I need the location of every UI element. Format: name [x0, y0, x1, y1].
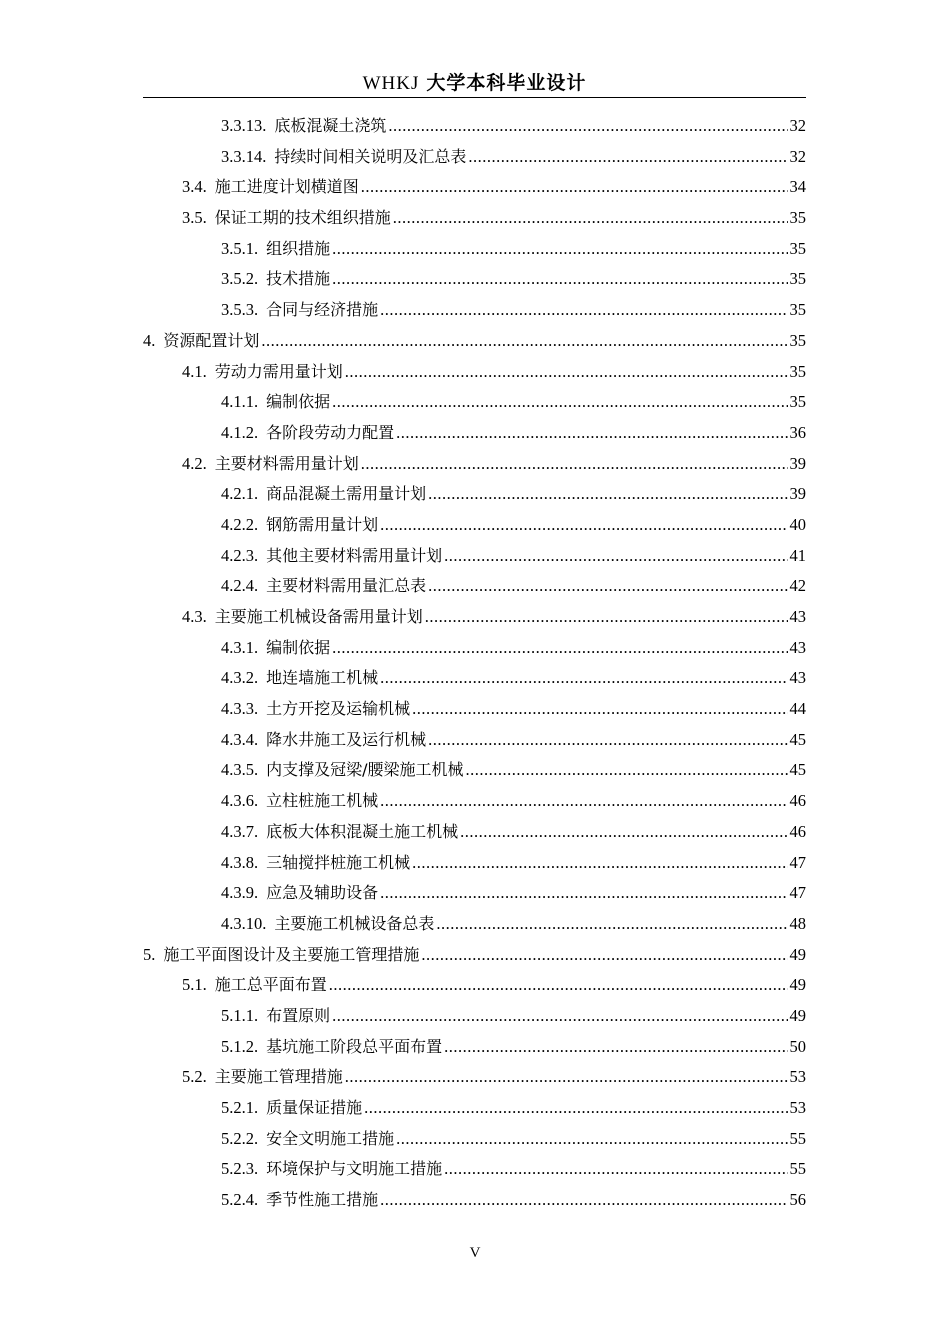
toc-entry-number: 5.1.2. — [221, 1036, 259, 1056]
toc-dot-leader — [393, 208, 788, 228]
toc-entry[interactable] — [143, 1003, 806, 1034]
toc-dot-leader — [332, 1006, 787, 1026]
toc-entry-number: 5. — [143, 944, 156, 964]
toc-entry-page: 35 — [789, 238, 806, 258]
toc-entry-title: 其他主要材料需用量计划 — [266, 545, 443, 565]
toc-entry-title: 土方开挖及运输机械 — [266, 699, 411, 719]
toc-entry-page: 35 — [789, 300, 806, 320]
toc-entry[interactable] — [143, 236, 806, 267]
toc-entry-number: 4.3.3. — [221, 699, 259, 719]
toc-entry-page: 55 — [789, 1159, 806, 1179]
toc-entry-title: 季节性施工措施 — [266, 1190, 379, 1210]
toc-entry-page: 43 — [789, 668, 806, 688]
toc-entry[interactable] — [143, 757, 806, 788]
toc-entry-number: 3.5. — [182, 208, 207, 228]
header-latin: WHKJ — [362, 73, 420, 94]
toc-entry-number: 4.3.5. — [221, 760, 259, 780]
toc-entry-number: 4.3.7. — [221, 821, 259, 841]
toc-entry-number: 4.3.10. — [221, 913, 267, 933]
toc-entry-title: 资源配置计划 — [163, 330, 260, 350]
toc-dot-leader — [380, 668, 787, 688]
toc-entry-title: 底板大体积混凝土施工机械 — [266, 821, 459, 841]
toc-entry[interactable] — [143, 451, 806, 482]
toc-entry-page: 50 — [789, 1036, 806, 1056]
toc-dot-leader — [468, 147, 787, 167]
toc-entry-number: 4.2.1. — [221, 484, 259, 504]
toc-entry[interactable] — [143, 1156, 806, 1187]
toc-entry-title: 持续时间相关说明及汇总表 — [274, 146, 467, 166]
toc-dot-leader — [388, 116, 787, 136]
toc-dot-leader — [380, 515, 787, 535]
toc-entry-page: 43 — [789, 607, 806, 626]
toc-entry[interactable] — [143, 266, 806, 297]
toc-dot-leader — [332, 269, 787, 289]
toc-entry-number: 5.1. — [182, 975, 207, 995]
toc-dot-leader — [332, 392, 787, 412]
toc-entry-title: 施工总平面布置 — [214, 975, 327, 995]
toc-entry[interactable] — [143, 205, 806, 236]
toc-entry-title: 基坑施工阶段总平面布置 — [266, 1036, 443, 1056]
toc-entry-title: 立柱桩施工机械 — [266, 791, 379, 811]
toc-entry-title: 商品混凝土需用量计划 — [266, 484, 427, 504]
toc-entry-number: 4. — [143, 330, 156, 350]
page-header — [143, 70, 806, 97]
toc-entry-number: 5.2.3. — [221, 1159, 259, 1179]
toc-entry-number: 5.2. — [182, 1067, 207, 1087]
toc-entry-title: 布置原则 — [266, 1005, 331, 1025]
toc-dot-leader — [428, 484, 787, 504]
toc-entry[interactable] — [143, 727, 806, 758]
toc-entry-title: 三轴搅拌桩施工机械 — [266, 852, 411, 872]
toc-entry-page: 53 — [789, 1067, 806, 1087]
toc-entry-title: 劳动力需用量计划 — [214, 361, 343, 381]
toc-entry-page: 45 — [789, 729, 806, 749]
page-number: V — [469, 1245, 481, 1261]
toc-entry-title: 编制依据 — [266, 392, 331, 412]
toc-dot-leader — [345, 362, 788, 382]
toc-entry-page: 35 — [789, 208, 806, 228]
toc-dot-leader — [412, 699, 787, 719]
toc-entry[interactable] — [143, 113, 806, 144]
toc-entry-title: 合同与经济措施 — [266, 300, 379, 320]
toc-entry-page: 36 — [789, 422, 806, 442]
toc-entry[interactable] — [143, 911, 806, 942]
toc-entry-page: 46 — [789, 821, 806, 841]
toc-entry-page: 46 — [789, 791, 806, 811]
toc-entry[interactable] — [143, 819, 806, 850]
toc-entry[interactable] — [143, 1126, 806, 1157]
toc-entry-number: 4.2.4. — [221, 576, 259, 596]
table-of-contents — [143, 113, 806, 1218]
toc-entry-number: 3.4. — [182, 177, 207, 197]
toc-entry-page: 47 — [789, 852, 806, 872]
toc-entry[interactable] — [143, 665, 806, 696]
toc-dot-leader — [345, 1067, 788, 1087]
toc-entry-number: 4.2.2. — [221, 514, 259, 534]
toc-dot-leader — [364, 1098, 787, 1118]
toc-entry-number: 4.3.1. — [221, 637, 259, 657]
toc-entry-number: 3.5.2. — [221, 269, 259, 289]
toc-dot-leader — [396, 423, 787, 443]
toc-entry-title: 编制依据 — [266, 637, 331, 657]
toc-entry-number: 5.1.1. — [221, 1005, 259, 1025]
toc-entry-title: 技术措施 — [266, 269, 331, 289]
toc-dot-leader — [421, 945, 787, 965]
toc-entry-title: 安全文明施工措施 — [266, 1128, 395, 1148]
toc-entry-title: 应急及辅助设备 — [266, 883, 379, 903]
toc-entry[interactable] — [143, 543, 806, 574]
toc-dot-leader — [261, 331, 787, 351]
toc-dot-leader — [361, 454, 788, 474]
toc-dot-leader — [380, 1190, 787, 1210]
toc-entry-number: 4.2. — [182, 453, 207, 473]
toc-entry-number: 4.3.6. — [221, 791, 259, 811]
toc-entry-title: 施工进度计划横道图 — [214, 177, 359, 197]
toc-entry-title: 组织措施 — [266, 238, 331, 258]
toc-entry-page: 32 — [789, 146, 806, 166]
toc-entry[interactable] — [143, 942, 806, 973]
toc-entry-number: 4.3.4. — [221, 729, 259, 749]
toc-entry-title: 质量保证措施 — [266, 1098, 363, 1117]
toc-entry-page: 35 — [789, 269, 806, 289]
toc-dot-leader — [460, 822, 787, 842]
toc-entry[interactable] — [143, 389, 806, 420]
toc-entry-page: 42 — [789, 576, 806, 596]
toc-dot-leader — [466, 760, 788, 780]
toc-dot-leader — [380, 791, 787, 811]
toc-entry[interactable] — [143, 850, 806, 881]
toc-entry[interactable] — [143, 1034, 806, 1065]
toc-entry-page: 49 — [789, 944, 806, 964]
toc-entry-page: 40 — [789, 514, 806, 534]
toc-entry[interactable] — [143, 573, 806, 604]
toc-entry-title: 各阶段劳动力配置 — [266, 422, 395, 442]
toc-entry-page: 47 — [789, 883, 806, 903]
toc-entry-page: 39 — [789, 453, 806, 473]
toc-entry-number: 3.3.13. — [221, 116, 267, 135]
toc-entry-title: 地连墙施工机械 — [266, 668, 379, 688]
toc-entry-title: 底板混凝土浇筑 — [274, 116, 387, 135]
toc-entry[interactable] — [143, 1095, 806, 1126]
toc-entry-title: 主要施工机械设备总表 — [274, 913, 435, 933]
toc-entry-title: 环境保护与文明施工措施 — [266, 1159, 443, 1179]
toc-dot-leader — [380, 300, 787, 320]
toc-entry-number: 4.3.8. — [221, 852, 259, 872]
toc-dot-leader — [380, 883, 787, 903]
toc-entry-page: 49 — [789, 1005, 806, 1025]
toc-entry-number: 3.3.14. — [221, 146, 267, 166]
toc-entry[interactable] — [143, 297, 806, 328]
toc-entry-title: 保证工期的技术组织措施 — [214, 208, 391, 228]
toc-dot-leader — [361, 177, 788, 197]
toc-entry-title: 施工平面图设计及主要施工管理措施 — [163, 944, 420, 964]
toc-entry[interactable] — [143, 420, 806, 451]
toc-entry-page: 49 — [789, 975, 806, 995]
toc-entry-page: 48 — [789, 913, 806, 933]
toc-entry-page: 41 — [789, 545, 806, 565]
toc-dot-leader — [444, 1037, 787, 1057]
toc-entry-number: 3.5.3. — [221, 300, 259, 320]
toc-entry[interactable] — [143, 635, 806, 666]
toc-entry[interactable] — [143, 328, 806, 359]
toc-entry-number: 5.2.2. — [221, 1128, 259, 1148]
toc-dot-leader — [332, 239, 787, 259]
toc-entry-number: 5.2.1. — [221, 1098, 259, 1117]
toc-dot-leader — [332, 638, 787, 658]
toc-dot-leader — [396, 1129, 787, 1149]
toc-entry-number: 4.1.1. — [221, 392, 259, 412]
toc-dot-leader — [428, 576, 787, 596]
toc-entry-number: 4.3.9. — [221, 883, 259, 903]
toc-entry-page: 44 — [789, 699, 806, 719]
toc-dot-leader — [444, 1159, 787, 1179]
toc-entry-page: 35 — [789, 361, 806, 381]
toc-entry-number: 4.1. — [182, 361, 207, 381]
toc-dot-leader — [412, 853, 787, 873]
toc-entry-title: 主要材料需用量汇总表 — [266, 576, 427, 596]
toc-entry-page: 43 — [789, 637, 806, 657]
toc-entry-page: 45 — [789, 760, 806, 780]
toc-entry-title: 主要材料需用量计划 — [214, 453, 359, 473]
toc-entry-page: 32 — [789, 116, 806, 135]
toc-entry[interactable] — [143, 512, 806, 543]
header-divider — [143, 97, 806, 98]
toc-entry-title: 降水井施工及运行机械 — [266, 729, 427, 749]
toc-entry[interactable] — [143, 481, 806, 512]
toc-entry-title: 主要施工机械设备需用量计划 — [214, 607, 423, 626]
toc-entry-page: 56 — [789, 1190, 806, 1210]
toc-entry[interactable] — [143, 788, 806, 819]
toc-entry-title: 内支撑及冠梁/腰梁施工机械 — [266, 760, 464, 780]
toc-entry-page: 53 — [789, 1098, 806, 1117]
toc-dot-leader — [436, 914, 787, 934]
header-title: 大学本科毕业设计 — [426, 72, 587, 94]
toc-entry-page: 35 — [789, 330, 806, 350]
toc-entry[interactable] — [143, 880, 806, 911]
toc-entry-number: 4.2.3. — [221, 545, 259, 565]
toc-entry-title: 主要施工管理措施 — [214, 1067, 343, 1087]
toc-dot-leader — [425, 607, 788, 627]
toc-dot-leader — [444, 546, 787, 566]
toc-entry[interactable] — [143, 1187, 806, 1218]
toc-entry-number: 4.3.2. — [221, 668, 259, 688]
toc-dot-leader — [329, 975, 788, 995]
toc-entry[interactable] — [143, 696, 806, 727]
toc-entry[interactable] — [143, 144, 806, 175]
toc-entry[interactable] — [143, 1064, 806, 1095]
toc-entry[interactable] — [143, 174, 806, 205]
toc-entry[interactable] — [143, 604, 806, 635]
toc-entry[interactable] — [143, 359, 806, 390]
toc-entry-number: 5.2.4. — [221, 1190, 259, 1210]
toc-entry-page: 35 — [789, 392, 806, 412]
toc-entry-number: 4.1.2. — [221, 422, 259, 442]
toc-entry-number: 4.3. — [182, 607, 207, 626]
toc-entry[interactable] — [143, 972, 806, 1003]
toc-entry-page: 34 — [789, 177, 806, 197]
toc-dot-leader — [428, 730, 787, 750]
toc-entry-page: 39 — [789, 484, 806, 504]
toc-entry-number: 3.5.1. — [221, 238, 259, 258]
toc-entry-title: 钢筋需用量计划 — [266, 514, 379, 534]
toc-entry-page: 55 — [789, 1128, 806, 1148]
